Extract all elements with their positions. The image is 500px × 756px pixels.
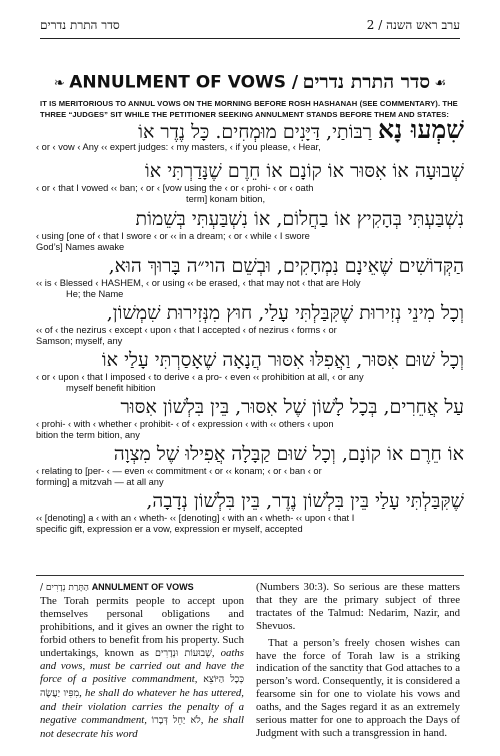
gloss-text: ‹ or ‹ that I vowed ‹‹ ban; ‹ or ‹ [vow using the ‹ or ‹ prohi- ‹ or ‹ oath — [36, 183, 314, 193]
hebrew-line: וְכָל מִינֵי נְזִירוּת שֶׁקִּבַּלְתִּי עָלַי, חוּץ מִנְּזִירוּת שִׁמְשׁוֹן, — [106, 302, 464, 324]
commentary-text: The Torah permits people to accept upon themselves personal obligations and prohibitions, and it gives an owner the right to forbid others to benefit from his property. Such undertakings, known as — [40, 594, 244, 659]
english-gloss — [36, 231, 464, 252]
english-gloss — [36, 466, 464, 487]
gloss-subline: God’s] Names awake — [36, 241, 125, 252]
hebrew-text: רַבּוֹתַי, דַּיָּנִים מוּמְחִים. כָּל נֶדֶר אוֹ — [138, 121, 379, 143]
english-gloss — [36, 419, 464, 440]
title-english: ANNULMENT OF VOWS / — [69, 72, 299, 93]
commentary-paragraph: That a person’s freely chosen wishes can have the force of Torah law is a striking indication of the sanctity that God attaches to a person’s word. Consequently, it is considered a fearsome sin for one to violate his vows and oaths, and the Sages regard it as an extremely serious matter for one to approach the Days of Judgment with such a transgression in hand. — [256, 636, 460, 739]
header-right-title: ערב ראש השנה / 2 — [366, 18, 460, 32]
commentary-text: , oaths and vows, must be carried out and have the force of a positive commandment, — [40, 646, 244, 686]
ornament-right-icon: ☙ — [434, 74, 447, 90]
hebrew-line: הַקְּדוֹשִׁים שֶׁאֵינָם נִמְחָקִים, וּבְשֵׁם הוי״ה בָּרוּךְ הוּא, — [108, 255, 464, 277]
commentary-heading: ANNULMENT OF VOWS — [91, 582, 194, 592]
ornament-left-icon: ❧ — [53, 74, 65, 90]
hebrew-term: כְּכָל הַיּוֹצֵא מִפִּיו יַעֲשֶׂה — [40, 674, 244, 700]
header-divider — [40, 38, 460, 39]
commentary-text: , he shall do whatever he has uttered, and their violation carries the penalty of a negative commandment, — [40, 687, 245, 727]
english-gloss — [36, 325, 464, 346]
gloss-text: ‹‹ is ‹ Blessed ‹ HASHEM, ‹ or using ‹‹ be erased, ‹ that may not ‹ that are Holy — [36, 278, 361, 288]
hebrew-line: שְׁבוּעָה אוֹ אִסּוּר אוֹ קוֹנָם אוֹ חֵרֶם שֶׁנָּדַרְתִּי אוֹ — [144, 160, 464, 182]
gloss-subline: He; the Name — [66, 288, 124, 299]
gloss-subline: myself benefit hibition — [66, 382, 156, 393]
gloss-text: ‹‹ of ‹ the nezirus ‹ except ‹ upon ‹ that I accepted ‹ of nezirus ‹ forms ‹ or — [36, 325, 337, 335]
hebrew-line: נִשְׁבַּעְתִּי בְּהָקִיץ אוֹ בַחֲלוֹם, אוֹ נִשְׁבַּעְתִּי בְּשֵׁמוֹת — [135, 208, 464, 230]
hebrew-line: אוֹ חֵרֶם אוֹ קוֹנָם, וְכָל שׁוּם קַבָּלָה אֲפִילוּ שֶׁל מִצְוָה — [113, 443, 464, 465]
english-gloss — [36, 278, 464, 299]
commentary-divider — [36, 575, 464, 576]
gloss-text: ‹ relating to [per- ‹ — even ‹‹ commitment ‹ or ‹‹ konam; ‹ or ‹ ban ‹ or — [36, 466, 322, 476]
commentary-right-column — [256, 581, 460, 740]
gloss-text: ‹‹ [denoting] a ‹ with an ‹ wheth- ‹‹ [denoting] ‹ with an ‹ wheth- ‹‹ upon ‹ that I — [36, 513, 355, 523]
english-gloss — [36, 142, 464, 153]
english-gloss — [36, 372, 464, 393]
gloss-text: ‹ or ‹ upon ‹ that I imposed ‹ to derive ‹ a pro- ‹ even ‹‹ prohibition at all, ‹ or any — [36, 372, 364, 382]
header-left-title: סדר התרת נדרים — [40, 18, 120, 32]
gloss-subline: term] konam bition, — [186, 193, 266, 204]
commentary-paragraph — [40, 581, 244, 741]
hebrew-opening-words: שִׁמְעוּ נָא — [378, 115, 464, 144]
gloss-text: ‹ using [one of ‹ that I swore ‹ or ‹‹ in a dream; ‹ or ‹ while ‹ I swore — [36, 231, 310, 241]
section-title — [36, 71, 464, 97]
english-gloss — [36, 183, 464, 204]
commentary-heading-hebrew: הַתָּרַת נְדָרִים / — [40, 583, 89, 593]
commentary-paragraph: (Numbers 30:3). So serious are these matters that they are the primary subject of three tractates of the Talmud: Nedarim, Nazir, and Shevuos. — [256, 581, 460, 632]
running-header — [40, 18, 460, 38]
hebrew-line: עַל אֲחֵרִים, בְּכָל לָשׁוֹן שֶׁל אִסּוּר, בֵּין בִּלְשׁוֹן אִסּוּר — [120, 396, 464, 418]
hebrew-term: לֹא יַחֵל דְּבָרוֹ — [151, 715, 201, 727]
gloss-subline: specific gift, expression er a vow, expression er myself, accepted — [36, 523, 303, 534]
hebrew-term: שְׁבוּעוֹת וּנְדָרִים — [154, 647, 212, 659]
english-gloss — [36, 513, 464, 534]
gloss-subline: Samson; myself, any — [36, 335, 123, 346]
hebrew-line: שֶׁקִּבַּלְתִּי עָלַי בֵּין בִּלְשׁוֹן נֶדֶר, בֵּין בִּלְשׁוֹן נְדָבָה, — [146, 490, 464, 512]
gloss-subline: forming] a mitzvah — at all any — [36, 476, 164, 487]
commentary-text: , he shall not desecrate his word — [40, 714, 244, 740]
hebrew-line: וְכָל שׁוּם אִסּוּר, וַאֲפִלּוּ אִסּוּר הֲנָאָה שֶׁאָסַרְתִּי עָלַי אוֹ — [101, 349, 464, 371]
gloss-text: ‹ or ‹ vow ‹ Any ‹‹ expert judges: ‹ my masters, ‹ if you please, ‹ Hear, — [36, 142, 321, 152]
commentary — [40, 581, 460, 740]
hebrew-line — [36, 117, 464, 145]
intro-instruction: IT IS MERITORIOUS TO ANNUL VOWS ON THE MORNING BEFORE ROSH HASHANAH (SEE COMMENTARY). THE THREE “JUDGES” SIT WHILE THE PETITIONER SEEKING ANNULMENT STANDS BEFORE THEM AND STATES: — [40, 99, 458, 119]
gloss-subline: bition the term bition, any — [36, 429, 140, 440]
title-hebrew: סדר התרת נדרים — [302, 71, 431, 93]
commentary-left-column — [40, 581, 244, 741]
gloss-text: ‹ prohi- ‹ with ‹ whether ‹ prohibit- ‹ of ‹ expression ‹ with ‹‹ others ‹ upon — [36, 419, 334, 429]
